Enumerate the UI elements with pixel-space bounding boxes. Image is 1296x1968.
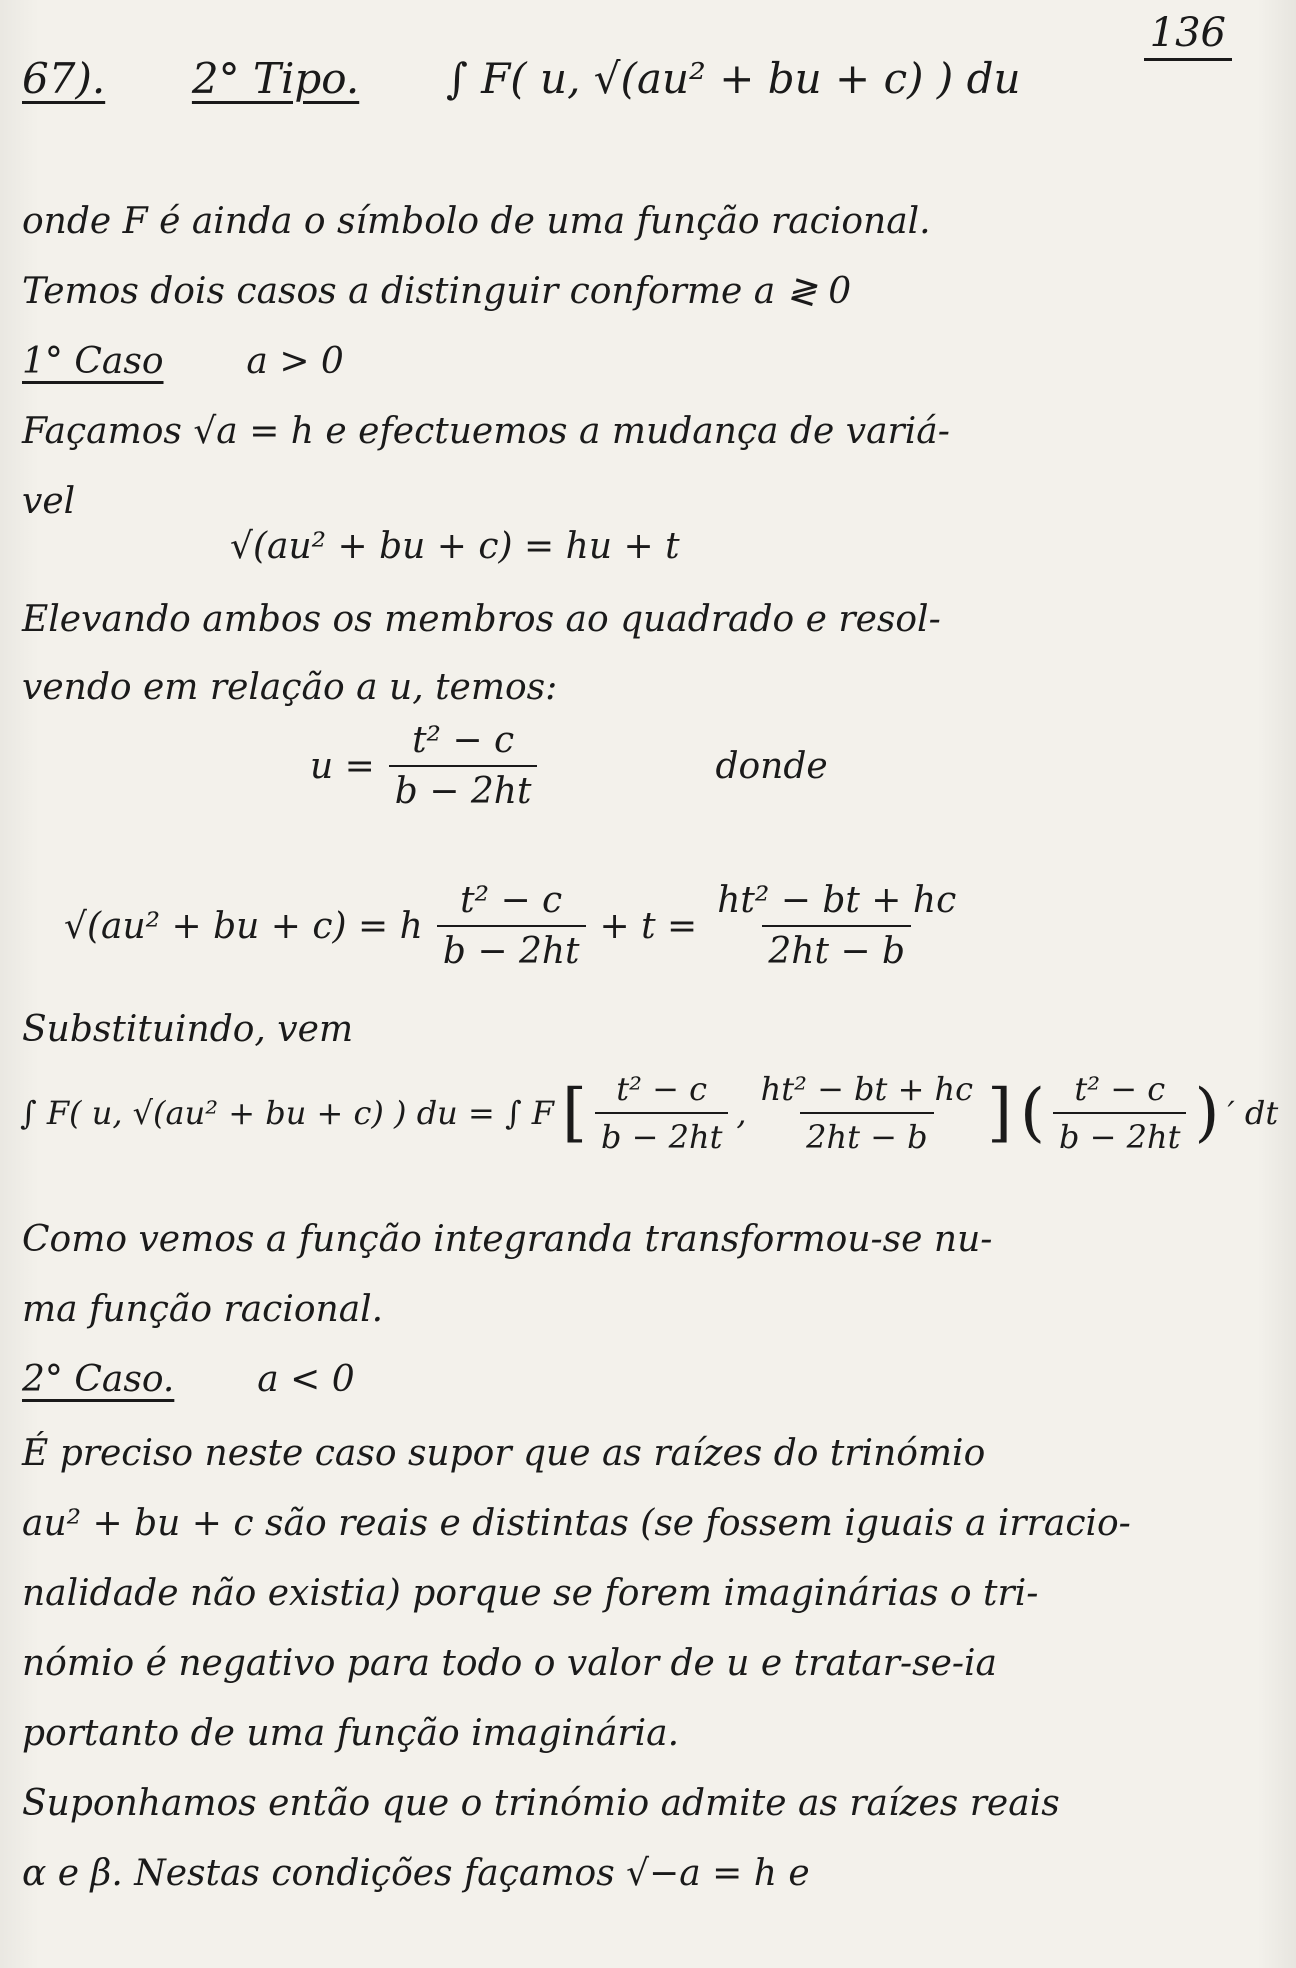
text-line-8: Substituindo, vem bbox=[22, 1009, 354, 1050]
equation-root bbox=[64, 880, 962, 972]
case-2-condition: a < 0 bbox=[257, 1359, 355, 1400]
text-line-17: α e β. Nestas condições façamos √−a = h e bbox=[22, 1853, 810, 1894]
text-line-12: au² + bu + c são reais e distintas (se fossem iguais a irracio- bbox=[22, 1503, 1131, 1544]
root-fraction-2: $\frac{\text{ht² − bt + hc}}{2ht - b}$ bbox=[717, 880, 957, 972]
sub-fraction-3: $\frac{\text{t² − c}}{b - 2ht}$ bbox=[1053, 1070, 1186, 1156]
root-fraction-1: $\frac{\text{t² − c}}{b - 2ht}$ bbox=[437, 880, 586, 972]
text-line-13: nalidade não existia) porque se forem imaginárias o tri- bbox=[22, 1573, 1039, 1614]
text-line-4: Façamos √a = h e efectuemos a mudança de variá- bbox=[22, 411, 950, 452]
sub-fraction-1: $\frac{\text{t² − c}}{b - 2ht}$ bbox=[595, 1070, 728, 1156]
text-line-14: nómio é negativo para todo o valor de u e tratar-se-ia bbox=[22, 1643, 998, 1684]
sub-fraction-2: $\frac{\text{ht² − bt + hc}}{2ht - b}$ bbox=[760, 1070, 974, 1156]
u-lhs: u = bbox=[310, 745, 375, 787]
text-line-2: Temos dois casos a distinguir conforme a ≷ 0 bbox=[22, 271, 852, 312]
text-line-1: onde F é ainda o símbolo de uma função racional. bbox=[22, 201, 931, 242]
root-plus: + t = bbox=[599, 905, 698, 947]
sub-lhs: ∫ F( u, √(au² + bu + c) ) du = ∫ F bbox=[20, 1094, 554, 1132]
equation-u bbox=[310, 720, 828, 812]
section-number: 67). bbox=[22, 54, 106, 103]
case-1-label: 1° Caso bbox=[22, 341, 164, 382]
u-denominator: b − 2ht bbox=[389, 765, 538, 812]
u-fraction bbox=[389, 720, 538, 812]
u-numerator: t² − c bbox=[412, 720, 515, 761]
page-number: 136 bbox=[1144, 10, 1232, 61]
text-line-9: Como vemos a função integranda transformou-se nu- bbox=[22, 1219, 993, 1260]
case-2-heading bbox=[22, 1360, 1266, 1400]
sub-tail: ′ dt bbox=[1227, 1094, 1279, 1132]
text-line-10: ma função racional. bbox=[22, 1289, 384, 1330]
case-2-label: 2° Caso. bbox=[22, 1359, 175, 1400]
section-type: 2° Tipo. bbox=[191, 54, 360, 103]
case-1-condition: a > 0 bbox=[246, 341, 344, 382]
equation-integral-substituted: ∫ F( u, √(au² + bu + c) ) du = ∫ F [ $\frac{\text{t² − c}}{b - 2ht}$ , $\frac{\text{ht² − bt + hc}}{2ht - b}$ ] ( $\frac{\text{t² − c}}{b - 2ht}$ ) ′ dt bbox=[20, 1070, 1279, 1156]
heading-integral: ∫ F( u, √(au² + bu + c) ) du bbox=[445, 54, 1021, 103]
text-line-6: Elevando ambos os membros ao quadrado e resol- bbox=[22, 599, 941, 640]
root-lhs: √(au² + bu + c) = h bbox=[64, 905, 423, 947]
case-1-heading bbox=[22, 342, 1266, 382]
text-line-5: vel bbox=[22, 481, 76, 522]
section-heading bbox=[22, 56, 1266, 102]
text-line-7: vendo em relação a u, temos: bbox=[22, 667, 558, 708]
text-line-11: É preciso neste caso supor que as raízes do trinómio bbox=[22, 1433, 986, 1474]
donde-word: donde bbox=[715, 745, 828, 787]
equation-substitution: √(au² + bu + c) = hu + t bbox=[230, 526, 680, 567]
text-line-16: Suponhamos então que o trinómio admite as raízes reais bbox=[22, 1783, 1060, 1824]
text-line-15: portanto de uma função imaginária. bbox=[22, 1713, 680, 1754]
